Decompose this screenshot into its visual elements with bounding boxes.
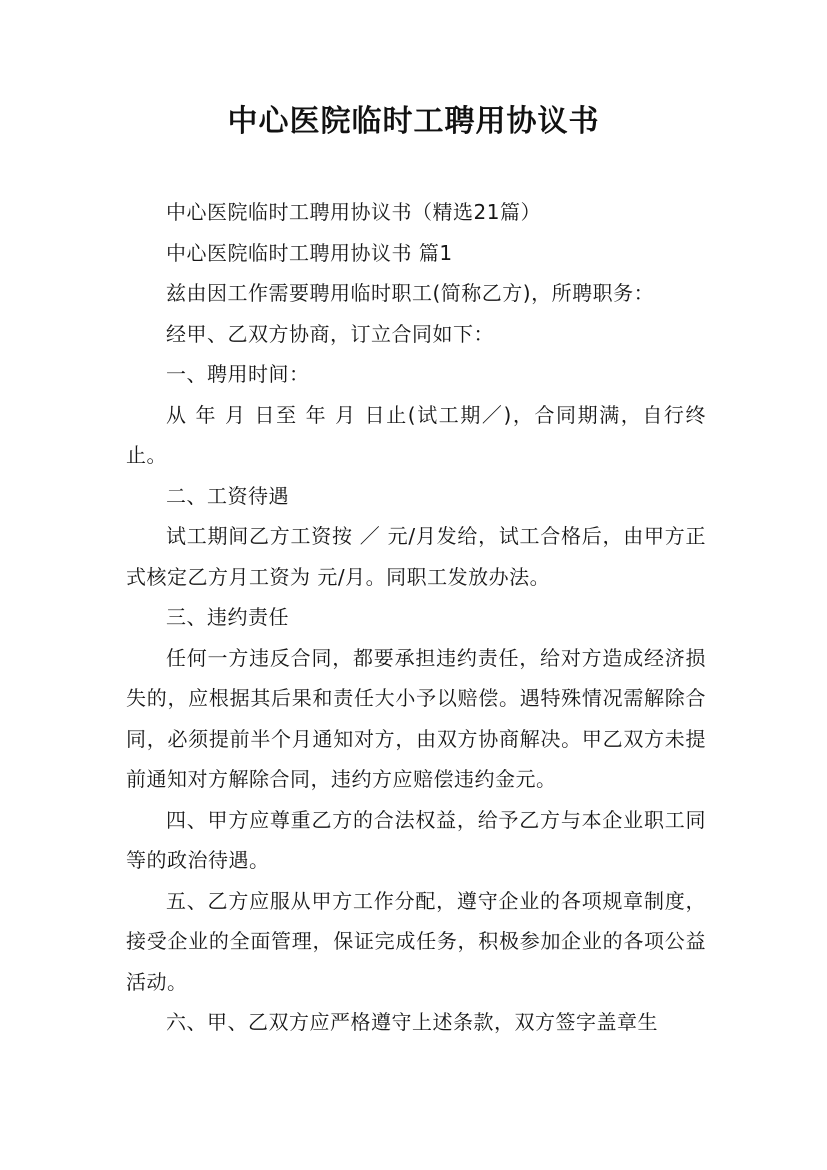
paragraph-clause-1-body: 从 年 月 日至 年 月 日止(试工期／)，合同期满，自行终止。 — [126, 402, 706, 467]
paragraph-clause-2-heading: 二、工资待遇 — [166, 483, 289, 508]
paragraph-agreement: 经甲、乙双方协商，订立合同如下： — [166, 321, 494, 346]
paragraph-clause-6: 六、甲、乙双方应严格遵守上述条款，双方签字盖章生 — [166, 1010, 658, 1034]
paragraph-clause-1-heading: 一、聘用时间： — [166, 362, 310, 386]
paragraph-intro: 兹由因工作需要聘用临时职工(简称乙方)，所聘职务： — [166, 281, 655, 305]
document-body — [126, 192, 706, 1043]
paragraph-clause-3-heading: 三、违约责任 — [166, 605, 289, 629]
paragraph-section-heading: 中心医院临时工聘用协议书 篇1 — [166, 240, 453, 265]
paragraph-clause-3-body: 任何一方违反合同，都要承担违约责任，给对方造成经济损失的，应根据其后果和责任大小予以赔偿。遇特殊情况需解除合同，必须提前半个月通知对方，由双方协商解决。甲乙双方未提前通知对方解除合同，违约方应赔偿违约金元。 — [126, 645, 706, 791]
paragraph-clause-5: 五、乙方应服从甲方工作分配，遵守企业的各项规章制度，接受企业的全面管理，保证完成任务，积极参加企业的各项公益活动。 — [126, 888, 706, 994]
paragraph-subtitle: 中心医院临时工聘用协议书（精选21篇） — [166, 200, 541, 224]
paragraph-clause-4: 四、甲方应尊重乙方的合法权益，给予乙方与本企业职工同等的政治待遇。 — [126, 807, 706, 872]
document-title: 中心医院临时工聘用协议书 — [227, 104, 600, 139]
paragraph-clause-2-body: 试工期间乙方工资按 ／ 元/月发给，试工合格后，由甲方正式核定乙方月工资为 元/月。同职工发放办法。 — [126, 524, 706, 589]
